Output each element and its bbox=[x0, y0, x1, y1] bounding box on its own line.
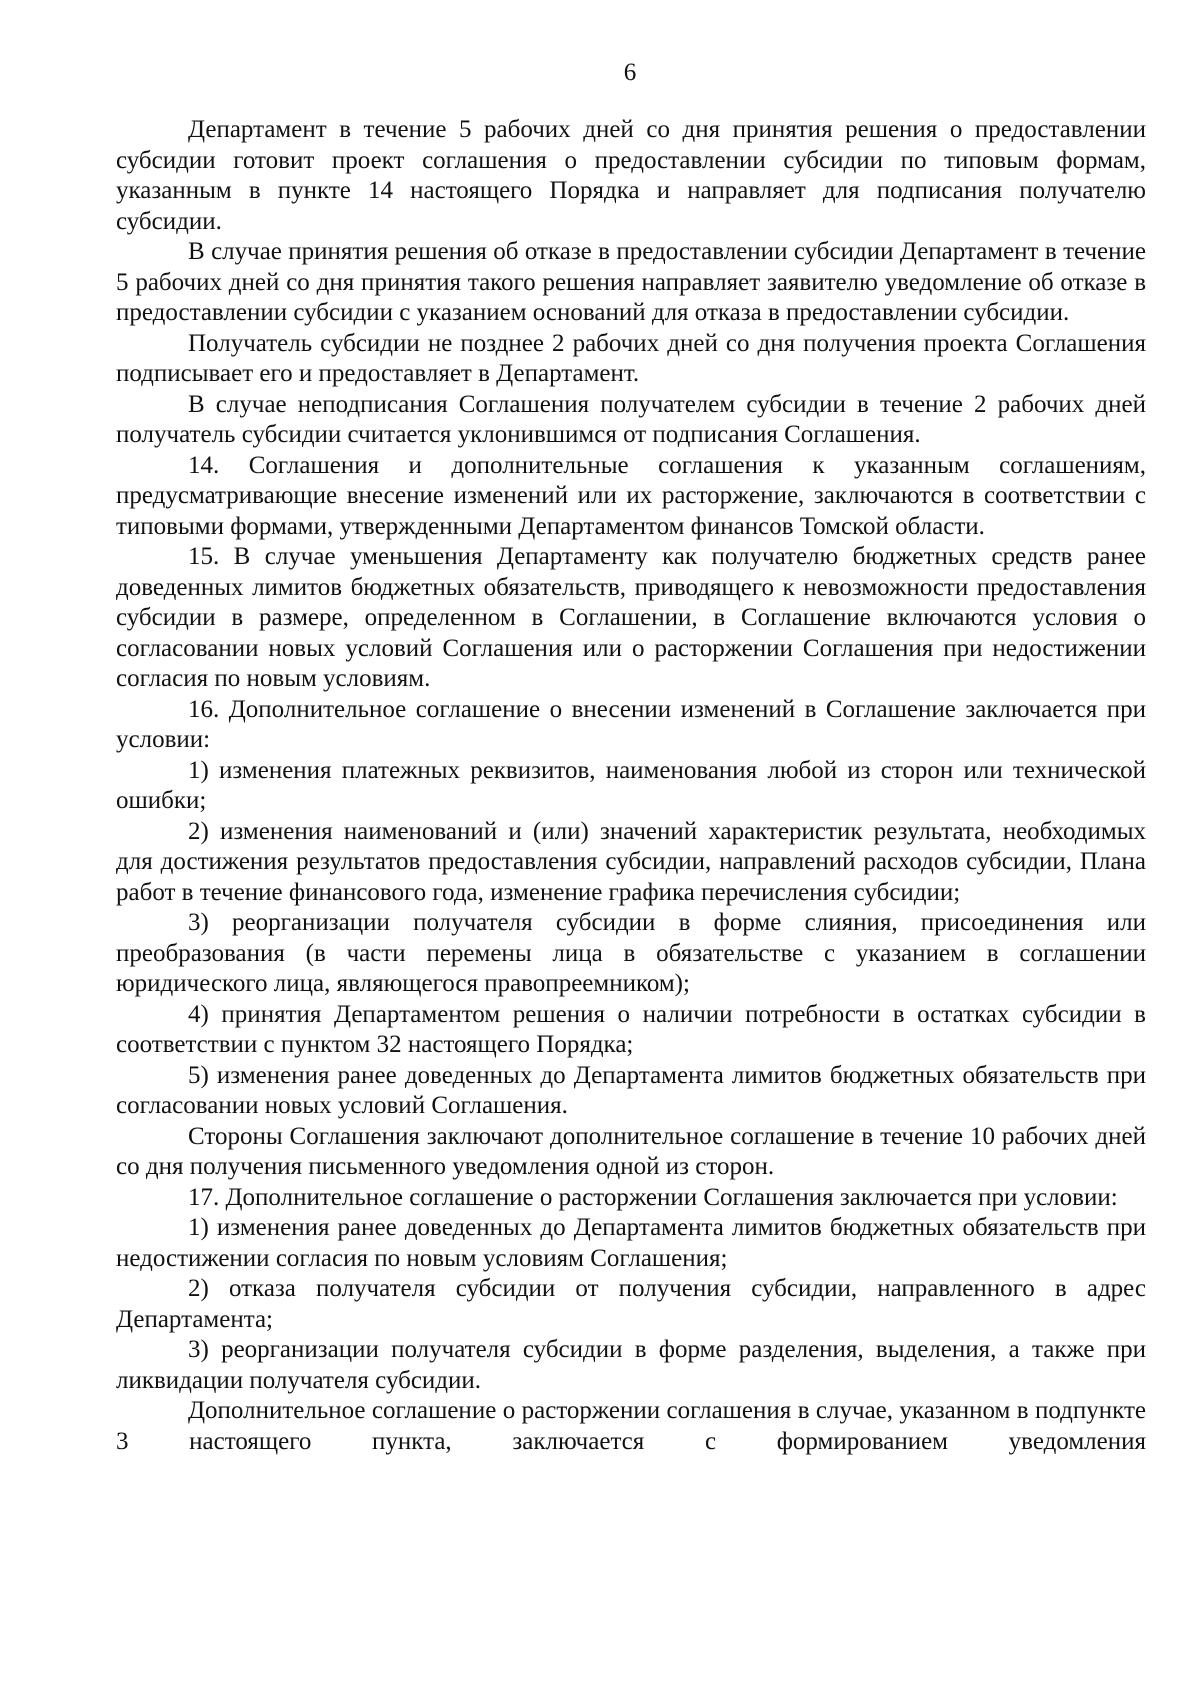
paragraph: 14. Соглашения и дополнительные соглашения к указанным соглашениям, предусматривающие внесение изменений или их расторжение, заключаются в соответствии с типовыми формами, утвержденными Департаментом финансов Томской области. bbox=[116, 451, 1146, 540]
document-body bbox=[116, 115, 1146, 1457]
paragraph: 3) реорганизации получателя субсидии в форме разделения, выделения, а также при ликвидации получателя субсидии. bbox=[116, 1336, 1146, 1394]
paragraph: 15. В случае уменьшения Департаменту как получателю бюджетных средств ранее доведенных лимитов бюджетных обязательств, приводящего к невозможности предоставления субсидии в размере, определенном в Соглашении, в Соглашение включаются условия о согласовании новых условий Соглашения или о расторжении Соглашения при недостижении согласия по новым условиям. bbox=[116, 543, 1146, 692]
paragraph: 5) изменения ранее доведенных до Департамента лимитов бюджетных обязательств при согласовании новых условий Соглашения. bbox=[116, 1061, 1146, 1119]
paragraph: 1) изменения ранее доведенных до Департамента лимитов бюджетных обязательств при недостижении согласия по новым условиям Соглашения; bbox=[116, 1214, 1146, 1272]
paragraph-continues: Дополнительное соглашение о расторжении соглашения в случае, указанном в подпункте 3 настоящего пункта, заключается с формированием уведомления bbox=[116, 1397, 1146, 1455]
paragraph: Стороны Соглашения заключают дополнительное соглашение в течение 10 рабочих дней со дня получения письменного уведомления одной из сторон. bbox=[116, 1122, 1146, 1180]
paragraph: 16. Дополнительное соглашение о внесении изменений в Соглашение заключается при условии: bbox=[116, 695, 1146, 753]
paragraph: 17. Дополнительное соглашение о расторжении Соглашения заключается при условии: bbox=[188, 1183, 1118, 1211]
paragraph: В случае неподписания Соглашения получателем субсидии в течение 2 рабочих дней получатель субсидии считается уклонившимся от подписания Соглашения. bbox=[116, 390, 1146, 448]
paragraph: 3) реорганизации получателя субсидии в форме слияния, присоединения или преобразования (в части перемены лица в обязательстве с указанием в соглашении юридического лица, являющегося правопреемником); bbox=[116, 909, 1146, 997]
paragraph: Получатель субсидии не позднее 2 рабочих дней со дня получения проекта Соглашения подписывает его и предоставляет в Департамент. bbox=[116, 329, 1146, 387]
paragraph: В случае принятия решения об отказе в предоставлении субсидии Департамент в течение 5 рабочих дней со дня принятия такого решения направляет заявителю уведомление об отказе в предоставлении субсидии с указанием оснований для отказа в предоставлении субсидии. bbox=[116, 238, 1146, 326]
page-number: 6 bbox=[623, 59, 637, 86]
paragraph: 4) принятия Департаментом решения о наличии потребности в остатках субсидии в соответствии с пунктом 32 настоящего Порядка; bbox=[116, 1000, 1146, 1058]
paragraph: 1) изменения платежных реквизитов, наименования любой из сторон или технической ошибки; bbox=[116, 756, 1146, 814]
paragraph: Департамент в течение 5 рабочих дней со дня принятия решения о предоставлении субсидии готовит проект соглашения о предоставлении субсидии по типовым формам, указанным в пункте 14 настоящего Порядка и направляет для подписания получателю субсидии. bbox=[116, 116, 1146, 235]
paragraph: 2) отказа получателя субсидии от получения субсидии, направленного в адрес Департамента; bbox=[116, 1275, 1146, 1333]
paragraph: 2) изменения наименований и (или) значений характеристик результата, необходимых для достижения результатов предоставления субсидии, направлений расходов субсидии, Плана работ в течение финансового года, изменение графика перечисления субсидии; bbox=[116, 817, 1146, 906]
